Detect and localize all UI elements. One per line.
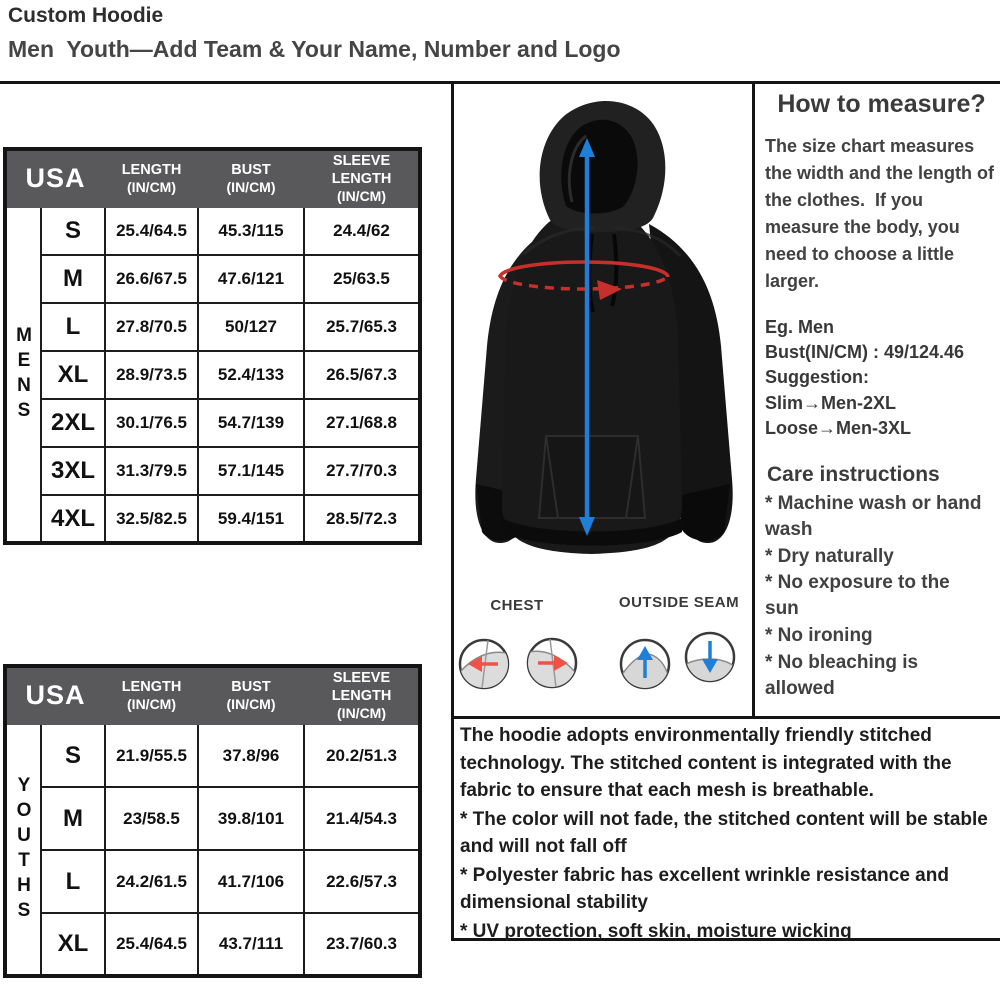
size-cell: S <box>41 724 105 787</box>
value-cell: 27.8/70.5 <box>105 303 198 351</box>
size-cell: 2XL <box>41 399 105 447</box>
bust-header-cell: BUST (IN/CM) <box>198 666 304 724</box>
care-item: * No bleaching is allowed <box>765 651 919 699</box>
size-cell: M <box>41 787 105 850</box>
length-header-cell: LENGTH (IN/CM) <box>105 666 198 724</box>
table-row <box>5 913 420 976</box>
size-cell: 4XL <box>41 495 105 543</box>
value-cell: 27.1/68.8 <box>304 399 420 447</box>
value-cell: 25.7/65.3 <box>304 303 420 351</box>
value-cell: 50/127 <box>198 303 304 351</box>
value-cell: 26.5/67.3 <box>304 351 420 399</box>
description-line: The hoodie adopts environmentally friendly stitched technology. The stitched content is integrated with the fabric to ensure that each mesh is breathable. <box>460 725 952 802</box>
size-cell: L <box>41 303 105 351</box>
hoodie-measure-diagram <box>454 84 752 714</box>
chest-icon-left <box>458 640 510 690</box>
outside-seam-label: OUTSIDE SEAM <box>618 594 740 611</box>
table-row <box>5 495 420 543</box>
table-header-row <box>5 666 420 724</box>
table-row <box>5 850 420 913</box>
chest-label: CHEST <box>490 597 544 614</box>
length-header-cell: LENGTH (IN/CM) <box>105 149 198 207</box>
sleeve-header-cell: SLEEVE LENGTH (IN/CM) <box>304 149 420 207</box>
size-cell: S <box>41 207 105 255</box>
how-to-measure-panel <box>763 90 1000 703</box>
youths-size-table <box>3 664 422 978</box>
value-cell: 28.5/72.3 <box>304 495 420 543</box>
outside-seam-icon-up <box>621 640 669 690</box>
value-cell: 24.2/61.5 <box>105 850 198 913</box>
table-group-label: YOUTHS <box>5 724 41 976</box>
table-row <box>5 303 420 351</box>
care-item: * Dry naturally <box>765 545 894 567</box>
page-title: Custom Hoodie <box>8 4 164 27</box>
table-row <box>5 447 420 495</box>
value-cell: 20.2/51.3 <box>304 724 420 787</box>
usa-header-cell: USA <box>5 666 105 724</box>
value-cell: 25/63.5 <box>304 255 420 303</box>
value-cell: 21.4/54.3 <box>304 787 420 850</box>
description-line: * Polyester fabric has excellent wrinkle resistance and dimensional stability <box>460 864 949 914</box>
value-cell: 32.5/82.5 <box>105 495 198 543</box>
example-line: Bust(IN/CM) : 49/124.46 <box>765 342 965 363</box>
value-cell: 26.6/67.5 <box>105 255 198 303</box>
value-cell: 23/58.5 <box>105 787 198 850</box>
value-cell: 41.7/106 <box>198 850 304 913</box>
table-row <box>5 207 420 255</box>
usa-header-cell: USA <box>5 149 105 207</box>
bust-header-cell: BUST (IN/CM) <box>198 149 304 207</box>
mens-size-table <box>3 147 422 545</box>
value-cell: 25.4/64.5 <box>105 913 198 976</box>
size-cell: 3XL <box>41 447 105 495</box>
value-cell: 43.7/111 <box>198 913 304 976</box>
value-cell: 57.1/145 <box>198 447 304 495</box>
right-panel-divider <box>752 81 755 719</box>
value-cell: 27.7/70.3 <box>304 447 420 495</box>
example-line: Eg. Men <box>765 317 835 337</box>
size-cell: XL <box>41 913 105 976</box>
measure-heading: How to measure? <box>777 90 986 118</box>
size-cell: M <box>41 255 105 303</box>
hoodie-illustration <box>475 101 732 554</box>
measure-example <box>765 315 1000 441</box>
care-heading: Care instructions <box>767 462 940 486</box>
table-row <box>5 787 420 850</box>
care-item: * No ironing <box>765 625 873 647</box>
value-cell: 22.6/57.3 <box>304 850 420 913</box>
care-item: * Machine wash or hand wash <box>765 492 982 540</box>
value-cell: 59.4/151 <box>198 495 304 543</box>
table-header-row <box>5 149 420 207</box>
value-cell: 39.8/101 <box>198 787 304 850</box>
page-subtitle: Men Youth—Add Team & Your Name, Number and Logo <box>8 36 621 62</box>
size-cell: XL <box>41 351 105 399</box>
value-cell: 52.4/133 <box>198 351 304 399</box>
table-row <box>5 255 420 303</box>
value-cell: 47.6/121 <box>198 255 304 303</box>
value-cell: 21.9/55.5 <box>105 724 198 787</box>
value-cell: 25.4/64.5 <box>105 207 198 255</box>
value-cell: 24.4/62 <box>304 207 420 255</box>
value-cell: 31.3/79.5 <box>105 447 198 495</box>
care-item: * No exposure to the sun <box>765 572 950 620</box>
example-line: Loose→Men-3XL <box>765 417 912 438</box>
care-list <box>765 491 983 702</box>
description-line: * UV protection, soft skin, moisture wicking <box>460 920 852 942</box>
value-cell: 30.1/76.5 <box>105 399 198 447</box>
table-row <box>5 724 420 787</box>
table-row <box>5 399 420 447</box>
table-row <box>5 351 420 399</box>
measure-intro: The size chart measures the width and the length of the clothes. If you measure the body, you need to choose a little larger. <box>765 136 999 291</box>
example-line: Suggestion: <box>765 367 869 388</box>
value-cell: 45.3/115 <box>198 207 304 255</box>
outside-seam-icon-down <box>686 633 734 682</box>
description-line: * The color will not fade, the stitched content will be stable and will not fall off <box>460 808 988 858</box>
value-cell: 37.8/96 <box>198 724 304 787</box>
example-line: Slim→Men-2XL <box>765 392 897 413</box>
value-cell: 54.7/139 <box>198 399 304 447</box>
table-group-label: MENS <box>5 207 41 543</box>
bottom-panel-top-border <box>451 716 1000 719</box>
value-cell: 23.7/60.3 <box>304 913 420 976</box>
value-cell: 28.9/73.5 <box>105 351 198 399</box>
chest-icon-right <box>526 639 576 689</box>
fabric-description-panel <box>460 722 996 946</box>
size-cell: L <box>41 850 105 913</box>
sleeve-header-cell: SLEEVE LENGTH (IN/CM) <box>304 666 420 724</box>
